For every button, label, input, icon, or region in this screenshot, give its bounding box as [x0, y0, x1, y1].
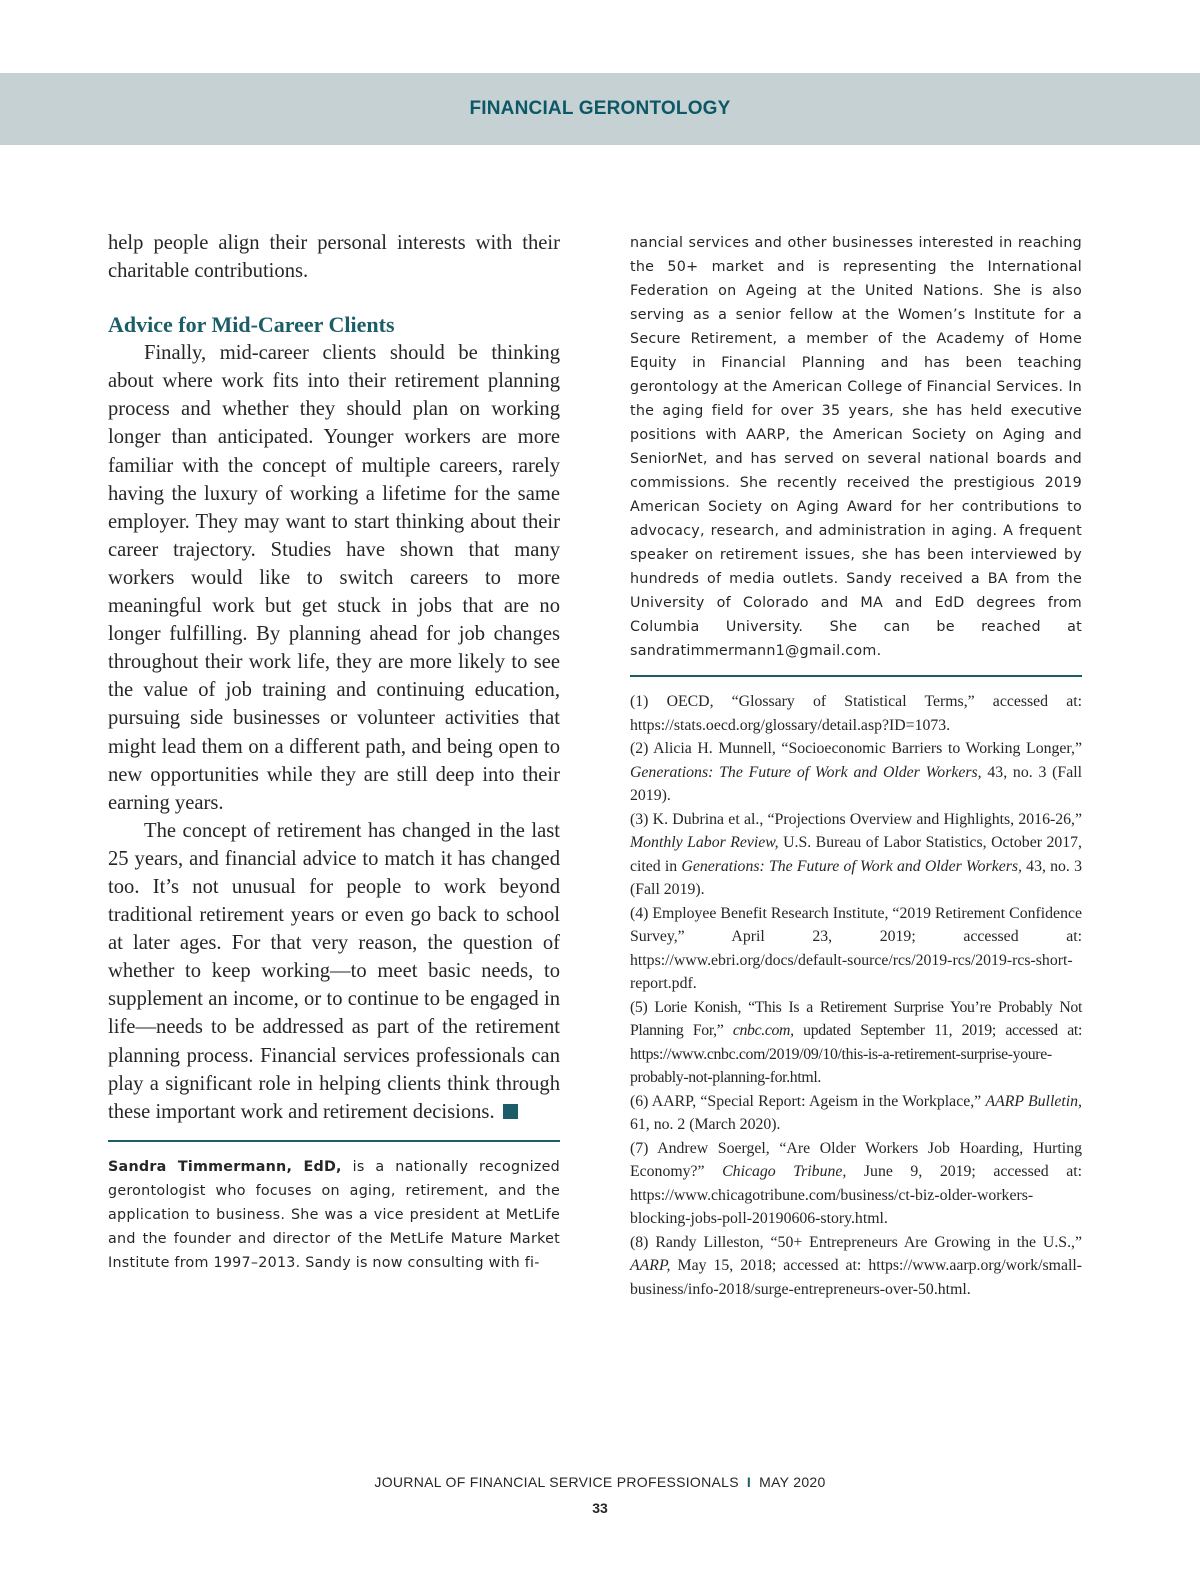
author-bio-text: is a nationally recognized gerontologist who focuses on aging, retirement, and the application to business. She was a vice president at MetLife and the founder and director of the MetLife Mature Market Institute from 1997–2013. Sandy is now consulting with fi- [108, 1158, 560, 1271]
endnote-text: (8) Randy Lilleston, “50+ Entrepreneurs Are Growing in the U.S.,” [630, 1233, 1082, 1251]
endnote-2 [630, 737, 1082, 808]
endnote-source-title: AARP Bulletin, [985, 1092, 1082, 1110]
endnote-5 [630, 996, 1082, 1090]
endnote-text: U.S. Bureau of Labor Statistics, October 2017, cited in [630, 834, 1082, 875]
journal-name: JOURNAL OF FINANCIAL SERVICE PROFESSIONALS [374, 1474, 739, 1490]
endnote-6 [630, 1090, 1082, 1137]
body-paragraph-2 [108, 817, 560, 1126]
notes-divider [630, 675, 1082, 677]
endnote-4: (4) Employee Benefit Research Institute, “2019 Retirement Confidence Survey,” April 23, 2019; accessed at: https://www.ebri.org/docs/default-source/rcs/2019-rcs/2019-rcs-short-report.pdf. [630, 904, 1082, 992]
author-bio-continued: nancial services and other businesses interested in reaching the 50+ market and is representing the International Federation on Ageing at the United Nations. She is also serving as a senior fellow at the Women’s Institute for a Secure Retirement, a member of the Academy of Home Equity in Financial Planning and has been teaching gerontology at the American College of Financial Services. In the aging field for over 35 years, she has held executive positions with AARP, the American Society on Aging and SeniorNet, and has served on several national boards and commissions. She recently received the prestigious 2019 American Society on Aging Award for her contributions to advocacy, research, and administration in aging. A frequent speaker on retirement issues, she has been interviewed by hundreds of media outlets. Sandy received a BA from the University of Colorado and MA and EdD degrees from Columbia University. She can be reached at sandratimmermann1@gmail.com. [630, 235, 1082, 659]
intro-paragraph: help people align their personal interests with their charitable contributions. [108, 232, 560, 283]
endnote-source-title: Monthly Labor Review, [630, 834, 779, 851]
footer-separator: I [746, 1474, 752, 1490]
bio-divider [108, 1140, 560, 1142]
body-paragraph-1: Finally, mid-career clients should be thinking about where work fits into their retirement planning process and whether they should plan on working longer than anticipated. Younger workers are more familiar with the concept of multiple careers, rarely having the luxury of working a lifetime for the same employer. They may want to start thinking about their career trajectory. Studies have shown that many workers would like to switch careers to more meaningful work but get stuck in jobs that are no longer fulfilling. By planning ahead for job changes throughout their work life, they are more likely to see the value of job training and continuing education, pursuing side businesses or volunteer activities that might lead them on a different path, and being open to new opportunities while they are still deep into their earning years. [108, 342, 560, 814]
endnote-text: June 9, 2019; accessed at: https://www.chicagotribune.com/business/ct-biz-older-workers-blocking-jobs-poll-20190606-story.html. [630, 1163, 1082, 1227]
section-title: FINANCIAL GERONTOLOGY [469, 98, 731, 119]
endnote-text: (3) K. Dubrina et al., “Projections Overview and Highlights, 2016-26,” [630, 810, 1082, 828]
endnote-source-title: AARP, [630, 1257, 671, 1274]
endnote-3 [630, 808, 1082, 902]
body-paragraph-2-text: The concept of retirement has changed in the last 25 years, and financial advice to match it has changed too. It’s not unusual for people to work beyond traditional retirement years or even go back to school at later ages. For that very reason, the question of whether to keep working—to meet basic needs, to supplement an income, or to continue to be engaged in life—needs to be addressed as part of the retirement planning process. Financial services professionals can play a significant role in helping clients think through these important work and retirement decisions. [108, 819, 560, 1123]
endnote-text: May 15, 2018; accessed at: https://www.aarp.org/work/small-business/info-2018/surge-entrepreneurs-over-50.html. [630, 1257, 1082, 1298]
endnote-text: (7) Andrew Soergel, “Are Older Workers Job Hoarding, Hurting Economy?” [630, 1139, 1082, 1180]
author-name: Sandra Timmermann, EdD, [108, 1158, 342, 1175]
endnote-text: 61, no. 2 (March 2020). [630, 1116, 781, 1133]
endnote-text: (2) Alicia H. Munnell, “Socioeconomic Barriers to Working Longer,” [630, 740, 1082, 757]
endnote-8 [630, 1231, 1082, 1302]
endnote-7 [630, 1137, 1082, 1231]
endnote-text: updated September 11, 2019; accessed at: https://www.cnbc.com/2019/09/10/this-is-a-retirement-surprise-youre-probably-not-planning-for.html. [630, 1022, 1082, 1086]
endnote-source-title: Chicago Tribune, [722, 1163, 847, 1180]
end-of-article-mark [503, 1104, 518, 1119]
author-bio [108, 1155, 560, 1275]
left-column [108, 229, 560, 1275]
endnotes [630, 690, 1082, 1301]
endnote-text: (6) AARP, “Special Report: Ageism in the Workplace,” [630, 1092, 986, 1110]
endnote-text: (5) Lorie Konish, “This Is a Retirement Surprise You’re Probably Not Planning For,” [630, 998, 1082, 1039]
footer-running-title [0, 1474, 1200, 1490]
endnote-text: 43, no. 3 (Fall 2019). [630, 857, 1082, 898]
right-column [630, 231, 1082, 1301]
endnote-source-title: Generations: The Future of Work and Older Workers, [630, 763, 982, 781]
page-number: 33 [592, 1500, 608, 1516]
endnote-source-title: Generations: The Future of Work and Older Workers, [681, 857, 1022, 875]
endnote-text: 43, no. 3 (Fall 2019). [630, 763, 1082, 804]
endnote-source-title: cnbc.com, [732, 1022, 794, 1039]
endnote-1: (1) OECD, “Glossary of Statistical Terms,” accessed at: https://stats.oecd.org/glossary/detail.asp?ID=1073. [630, 693, 1082, 734]
section-heading: Advice for Mid-Career Clients [108, 312, 395, 338]
issue-date: MAY 2020 [759, 1474, 826, 1490]
